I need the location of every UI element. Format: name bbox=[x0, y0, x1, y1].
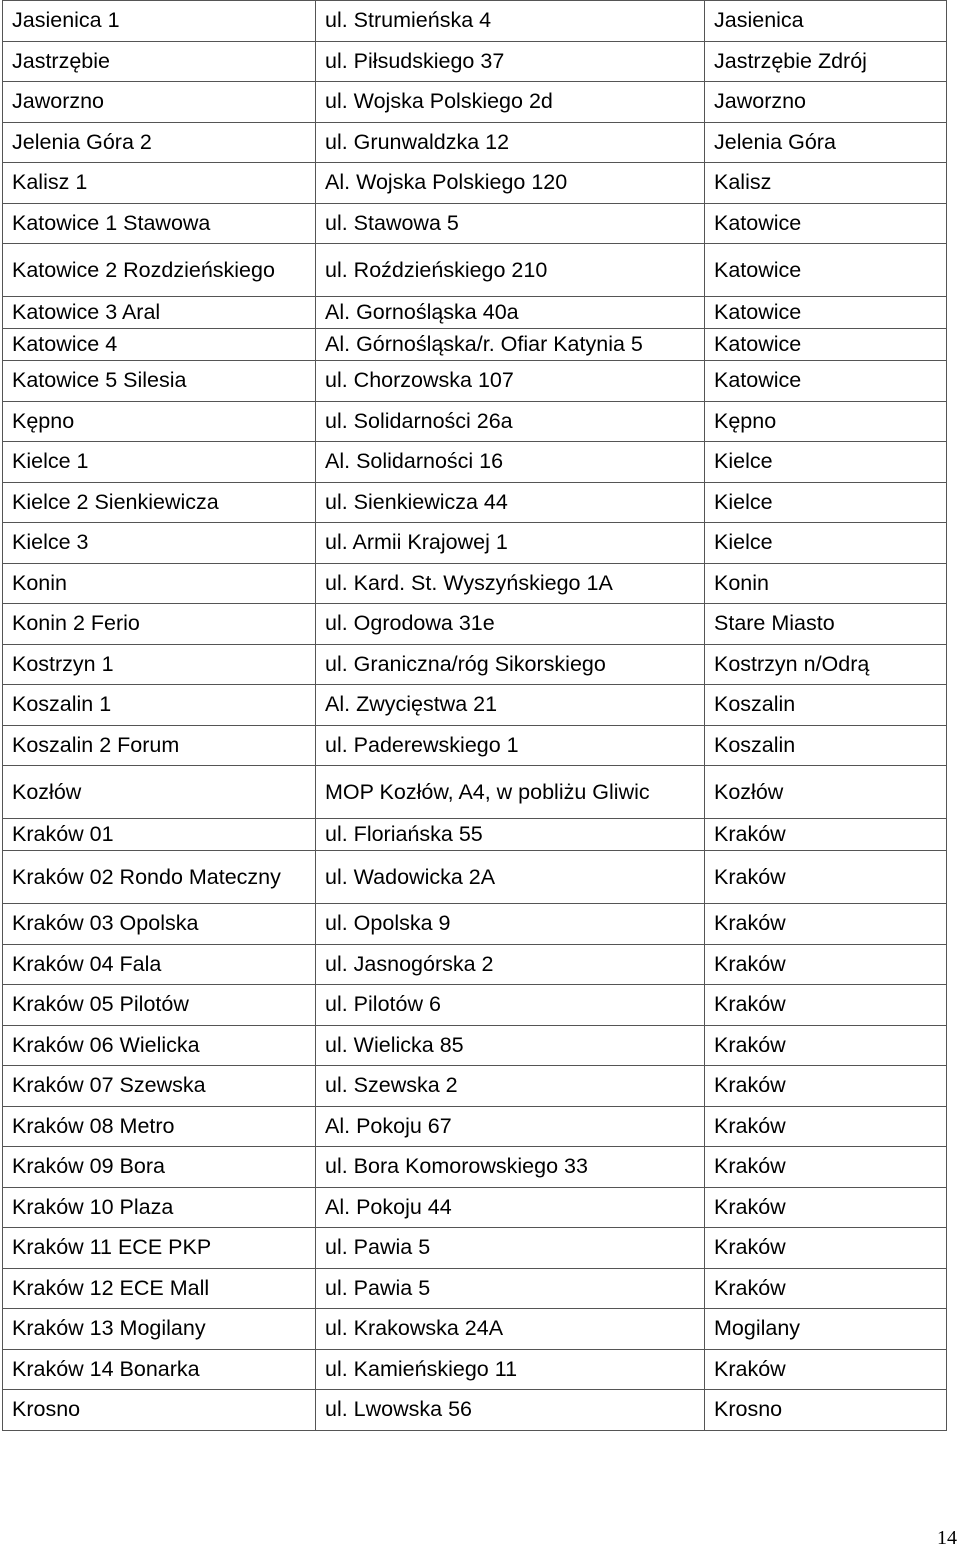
location-name-cell: Krosno bbox=[3, 1390, 316, 1431]
city-cell: Kielce bbox=[705, 523, 947, 564]
location-name-cell: Kielce 2 Sienkiewicza bbox=[3, 482, 316, 523]
location-name-cell: Kraków 10 Plaza bbox=[3, 1187, 316, 1228]
location-name-cell: Kraków 01 bbox=[3, 819, 316, 851]
table-row bbox=[3, 819, 947, 851]
location-name-cell: Katowice 1 Stawowa bbox=[3, 203, 316, 244]
location-name-cell: Jastrzębie bbox=[3, 41, 316, 82]
table-row bbox=[3, 82, 947, 123]
table-row bbox=[3, 725, 947, 766]
address-table bbox=[2, 0, 947, 1431]
table-row bbox=[3, 401, 947, 442]
address-cell: ul. Opolska 9 bbox=[316, 904, 705, 945]
city-cell: Kraków bbox=[705, 851, 947, 904]
table-row bbox=[3, 1268, 947, 1309]
city-cell: Kępno bbox=[705, 401, 947, 442]
address-cell: Al. Wojska Polskiego 120 bbox=[316, 163, 705, 204]
city-cell: Jaworzno bbox=[705, 82, 947, 123]
city-cell: Jasienica bbox=[705, 1, 947, 42]
city-cell: Kalisz bbox=[705, 163, 947, 204]
table-row bbox=[3, 1228, 947, 1269]
address-cell: ul. Roździeńskiego 210 bbox=[316, 244, 705, 297]
table-row bbox=[3, 644, 947, 685]
city-cell: Katowice bbox=[705, 361, 947, 402]
address-cell: ul. Wojska Polskiego 2d bbox=[316, 82, 705, 123]
location-name-cell: Kraków 04 Fala bbox=[3, 944, 316, 985]
location-name-cell: Kozłów bbox=[3, 766, 316, 819]
city-cell: Mogilany bbox=[705, 1309, 947, 1350]
city-cell: Koszalin bbox=[705, 685, 947, 726]
city-cell: Katowice bbox=[705, 297, 947, 329]
city-cell: Katowice bbox=[705, 203, 947, 244]
table-row bbox=[3, 1390, 947, 1431]
address-cell: ul. Strumieńska 4 bbox=[316, 1, 705, 42]
table-row bbox=[3, 297, 947, 329]
address-cell: MOP Kozłów, A4, w pobliżu Gliwic bbox=[316, 766, 705, 819]
city-cell: Kraków bbox=[705, 1147, 947, 1188]
address-cell: ul. Kard. St. Wyszyńskiego 1A bbox=[316, 563, 705, 604]
address-cell: ul. Pawia 5 bbox=[316, 1268, 705, 1309]
city-cell: Krosno bbox=[705, 1390, 947, 1431]
table-row bbox=[3, 1349, 947, 1390]
address-cell: ul. Graniczna/róg Sikorskiego bbox=[316, 644, 705, 685]
location-name-cell: Kępno bbox=[3, 401, 316, 442]
location-name-cell: Kielce 3 bbox=[3, 523, 316, 564]
address-cell: Al. Pokoju 67 bbox=[316, 1106, 705, 1147]
location-name-cell: Kielce 1 bbox=[3, 442, 316, 483]
address-cell: Al. Pokoju 44 bbox=[316, 1187, 705, 1228]
location-name-cell: Kraków 03 Opolska bbox=[3, 904, 316, 945]
address-cell: ul. Szewska 2 bbox=[316, 1066, 705, 1107]
table-row bbox=[3, 944, 947, 985]
address-cell: Al. Solidarności 16 bbox=[316, 442, 705, 483]
location-name-cell: Koszalin 1 bbox=[3, 685, 316, 726]
location-name-cell: Jelenia Góra 2 bbox=[3, 122, 316, 163]
table-row bbox=[3, 361, 947, 402]
page-number: 14 bbox=[937, 1527, 957, 1549]
location-name-cell: Katowice 5 Silesia bbox=[3, 361, 316, 402]
address-cell: ul. Armii Krajowej 1 bbox=[316, 523, 705, 564]
table-row bbox=[3, 122, 947, 163]
address-cell: ul. Chorzowska 107 bbox=[316, 361, 705, 402]
address-cell: ul. Kamieńskiego 11 bbox=[316, 1349, 705, 1390]
city-cell: Katowice bbox=[705, 244, 947, 297]
city-cell: Kraków bbox=[705, 1106, 947, 1147]
city-cell: Jelenia Góra bbox=[705, 122, 947, 163]
location-name-cell: Kalisz 1 bbox=[3, 163, 316, 204]
location-name-cell: Katowice 2 Rozdzieńskiego bbox=[3, 244, 316, 297]
city-cell: Kozłów bbox=[705, 766, 947, 819]
table-row bbox=[3, 604, 947, 645]
table-row bbox=[3, 766, 947, 819]
address-cell: ul. Piłsudskiego 37 bbox=[316, 41, 705, 82]
location-name-cell: Kraków 09 Bora bbox=[3, 1147, 316, 1188]
table-row bbox=[3, 244, 947, 297]
city-cell: Kielce bbox=[705, 442, 947, 483]
address-cell: ul. Floriańska 55 bbox=[316, 819, 705, 851]
table-row bbox=[3, 851, 947, 904]
city-cell: Kostrzyn n/Odrą bbox=[705, 644, 947, 685]
address-cell: ul. Sienkiewicza 44 bbox=[316, 482, 705, 523]
address-cell: Al. Górnośląska/r. Ofiar Katynia 5 bbox=[316, 329, 705, 361]
city-cell: Kraków bbox=[705, 944, 947, 985]
location-name-cell: Kraków 12 ECE Mall bbox=[3, 1268, 316, 1309]
city-cell: Kraków bbox=[705, 1187, 947, 1228]
address-cell: ul. Krakowska 24A bbox=[316, 1309, 705, 1350]
table-row bbox=[3, 1309, 947, 1350]
location-name-cell: Kraków 02 Rondo Mateczny bbox=[3, 851, 316, 904]
address-cell: ul. Solidarności 26a bbox=[316, 401, 705, 442]
table-row bbox=[3, 329, 947, 361]
table-row bbox=[3, 1, 947, 42]
address-cell: ul. Lwowska 56 bbox=[316, 1390, 705, 1431]
location-name-cell: Konin bbox=[3, 563, 316, 604]
city-cell: Kielce bbox=[705, 482, 947, 523]
location-name-cell: Kraków 11 ECE PKP bbox=[3, 1228, 316, 1269]
table-row bbox=[3, 904, 947, 945]
address-cell: ul. Jasnogórska 2 bbox=[316, 944, 705, 985]
table-row bbox=[3, 1187, 947, 1228]
city-cell: Koszalin bbox=[705, 725, 947, 766]
table-row bbox=[3, 163, 947, 204]
table-row bbox=[3, 523, 947, 564]
city-cell: Kraków bbox=[705, 1228, 947, 1269]
location-name-cell: Kraków 06 Wielicka bbox=[3, 1025, 316, 1066]
location-name-cell: Katowice 3 Aral bbox=[3, 297, 316, 329]
table-row bbox=[3, 482, 947, 523]
address-cell: Al. Zwycięstwa 21 bbox=[316, 685, 705, 726]
location-name-cell: Jaworzno bbox=[3, 82, 316, 123]
table-row bbox=[3, 203, 947, 244]
location-name-cell: Jasienica 1 bbox=[3, 1, 316, 42]
city-cell: Kraków bbox=[705, 1066, 947, 1107]
address-cell: ul. Ogrodowa 31e bbox=[316, 604, 705, 645]
table-row bbox=[3, 1066, 947, 1107]
table-row bbox=[3, 563, 947, 604]
city-cell: Katowice bbox=[705, 329, 947, 361]
city-cell: Kraków bbox=[705, 1025, 947, 1066]
table-row bbox=[3, 442, 947, 483]
address-cell: ul. Pilotów 6 bbox=[316, 985, 705, 1026]
location-name-cell: Katowice 4 bbox=[3, 329, 316, 361]
city-cell: Kraków bbox=[705, 985, 947, 1026]
table-row bbox=[3, 1025, 947, 1066]
location-name-cell: Koszalin 2 Forum bbox=[3, 725, 316, 766]
table-row bbox=[3, 985, 947, 1026]
address-cell: ul. Bora Komorowskiego 33 bbox=[316, 1147, 705, 1188]
address-cell: ul. Pawia 5 bbox=[316, 1228, 705, 1269]
table-row bbox=[3, 41, 947, 82]
location-name-cell: Kostrzyn 1 bbox=[3, 644, 316, 685]
location-name-cell: Kraków 05 Pilotów bbox=[3, 985, 316, 1026]
location-name-cell: Konin 2 Ferio bbox=[3, 604, 316, 645]
table-row bbox=[3, 685, 947, 726]
address-cell: ul. Wielicka 85 bbox=[316, 1025, 705, 1066]
location-name-cell: Kraków 14 Bonarka bbox=[3, 1349, 316, 1390]
address-cell: ul. Grunwaldzka 12 bbox=[316, 122, 705, 163]
table-row bbox=[3, 1147, 947, 1188]
location-name-cell: Kraków 08 Metro bbox=[3, 1106, 316, 1147]
location-name-cell: Kraków 13 Mogilany bbox=[3, 1309, 316, 1350]
table-row bbox=[3, 1106, 947, 1147]
city-cell: Kraków bbox=[705, 1349, 947, 1390]
city-cell: Kraków bbox=[705, 1268, 947, 1309]
location-name-cell: Kraków 07 Szewska bbox=[3, 1066, 316, 1107]
city-cell: Stare Miasto bbox=[705, 604, 947, 645]
table-body bbox=[3, 1, 947, 1431]
address-cell: Al. Gornośląska 40a bbox=[316, 297, 705, 329]
city-cell: Jastrzębie Zdrój bbox=[705, 41, 947, 82]
city-cell: Konin bbox=[705, 563, 947, 604]
address-cell: ul. Wadowicka 2A bbox=[316, 851, 705, 904]
address-cell: ul. Paderewskiego 1 bbox=[316, 725, 705, 766]
city-cell: Kraków bbox=[705, 819, 947, 851]
address-cell: ul. Stawowa 5 bbox=[316, 203, 705, 244]
city-cell: Kraków bbox=[705, 904, 947, 945]
